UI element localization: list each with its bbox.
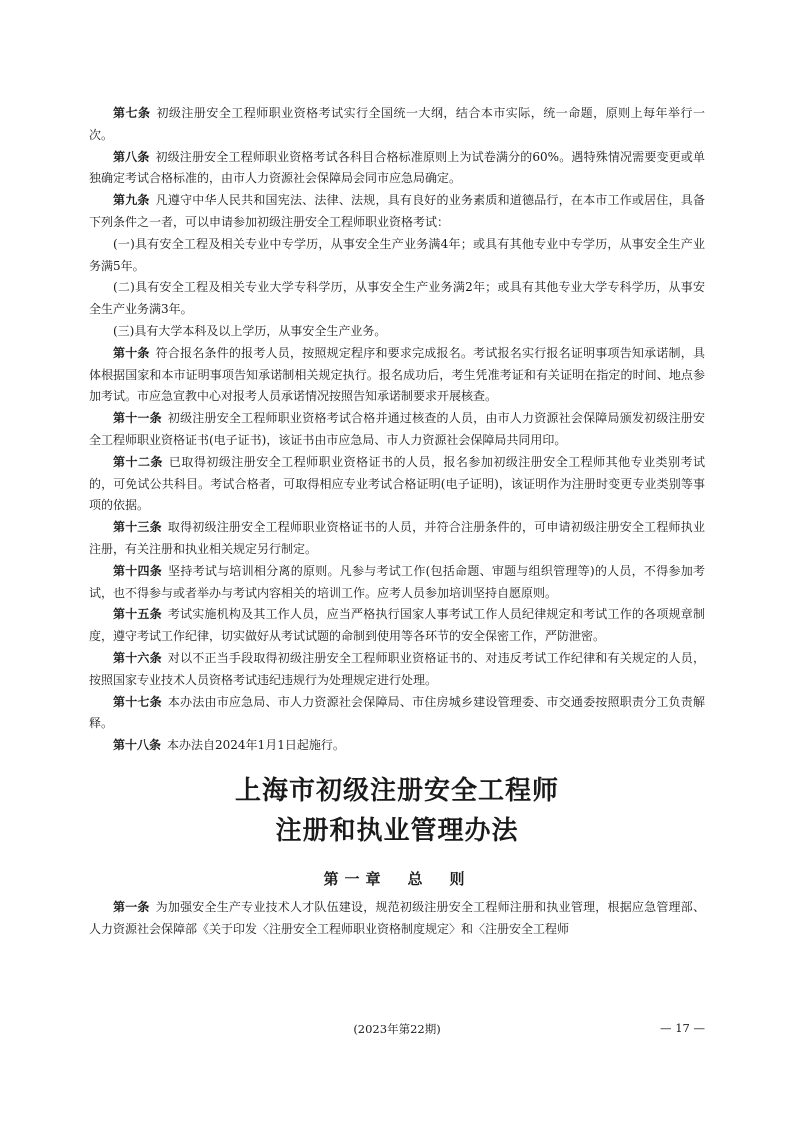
article-label: 第十七条 <box>113 694 162 709</box>
article-label: 第七条 <box>113 106 151 120</box>
article-paragraph <box>89 408 705 452</box>
page-footer <box>89 1021 705 1041</box>
article-paragraph <box>89 897 705 941</box>
article-label: 第十条 <box>113 345 150 360</box>
article-paragraph <box>89 692 705 736</box>
document-title-line-1: 上海市初级注册安全工程师 <box>234 775 559 806</box>
article-text: 符合报名条件的报考人员，按照规定程序和要求完成报名。考试报名实行报名证明事项告知承诺制，具体根据国家和本市证明事项告知承诺制相关规定执行。报名成功后，考生凭准考证和有关证明在指定的时间、地点参加考试。市应急宣教中心对报考人员承诺情况按照告知承诺制要求开展核查。 <box>89 345 705 404</box>
article-text: 本办法由市应急局、市人力资源社会保障局、市住房城乡建设管理委、市交通委按照职责分工负责解释。 <box>89 694 705 731</box>
article-text: 对以不正当手段取得初级注册安全工程师职业资格证书的、对违反考试工作纪律和有关规定的人员，按照国家专业技术人员资格考试违纪违规行为处理规定进行处理。 <box>89 650 705 687</box>
article-list <box>89 103 705 757</box>
article-paragraph <box>89 648 705 692</box>
article-paragraph <box>89 103 705 147</box>
article-label: 第十三条 <box>113 520 162 535</box>
article-text: 凡遵守中华人民共和国宪法、法律、法规，具有良好的业务素质和道德品行，在本市工作或居住，具备下列条件之一者，可以申请参加初级注册安全工程师职业资格考试： <box>89 193 705 229</box>
article-text: 初级注册安全工程师职业资格考试实行全国统一大纲，结合本市实际，统一命题，原则上每年举行一次。 <box>89 106 705 142</box>
document-title <box>89 771 705 851</box>
article-paragraph <box>89 277 705 321</box>
article-paragraph <box>89 517 705 561</box>
article-text: (二)具有安全工程及相关专业大学专科学历，从事安全生产业务满2年；或具有其他专业大学专科学历，从事安全生产业务满3年。 <box>89 280 705 317</box>
article-text: 为加强安全生产专业技术人才队伍建设，规范初级注册安全工程师注册和执业管理，根据应急管理部、人力资源社会保障部《关于印发〈注册安全工程师职业资格制度规定〉和〈注册安全工程师 <box>89 899 705 936</box>
article-paragraph <box>89 147 705 191</box>
article-label: 第八条 <box>113 149 150 164</box>
article-label: 第十五条 <box>113 607 162 622</box>
article-label: 第九条 <box>113 193 150 208</box>
article-paragraph <box>89 452 705 517</box>
article-text: 坚持考试与培训相分离的原则。凡参与考试工作(包括命题、审题与组织管理等)的人员，不得参加考试，也不得参与或者举办与考试内容相关的培训工作。应考人员参加培训坚持自愿原则。 <box>89 563 705 600</box>
article-label: 第十一条 <box>113 411 162 426</box>
article-paragraph <box>89 735 705 757</box>
article-label: 第十四条 <box>113 563 163 578</box>
article-text: 取得初级注册安全工程师职业资格证书的人员，并符合注册条件的，可申请初级注册安全工程师执业注册，有关注册和执业相关规定另行制定。 <box>89 520 705 556</box>
article-paragraph <box>89 604 705 648</box>
article-text: 已取得初级注册安全工程师职业资格证书的人员，报名参加初级注册安全工程师其他专业类别考试的，可免试公共科目。考试合格者，可取得相应专业考试合格证明(电子证明)，该证明作为注册时变更专业类别等事项的依据。 <box>89 454 705 513</box>
article-text: 本办法自2024年1月1日起施行。 <box>167 738 345 753</box>
chapter-heading: 第一章 总 则 <box>323 869 471 888</box>
article-paragraph <box>89 190 705 234</box>
article-paragraph <box>89 321 705 343</box>
article-text: 初级注册安全工程师职业资格考试合格并通过核查的人员，由市人力资源社会保障局颁发初级注册安全工程师职业资格证书(电子证书)，该证书由市应急局、市人力资源社会保障局共同用印。 <box>89 411 705 447</box>
article-text: (三)具有大学本科及以上学历，从事安全生产业务。 <box>113 323 387 338</box>
page-content <box>89 103 705 941</box>
article-label: 第十八条 <box>113 738 162 753</box>
article-paragraph <box>89 343 705 408</box>
page-number: — 17 — <box>660 1021 705 1035</box>
document-title-line-2: 注册和执业管理办法 <box>275 815 519 846</box>
article-label: 第一条 <box>113 899 150 914</box>
issue-number: (2023年第22期) <box>353 1022 441 1036</box>
article-text: 考试实施机构及其工作人员，应当严格执行国家人事考试工作人员纪律规定和考试工作的各项规章制度，遵守考试工作纪律，切实做好从考试试题的命制到使用等各环节的安全保密工作，严防泄密。 <box>89 607 705 644</box>
article-label: 第十二条 <box>113 454 163 469</box>
article-text: (一)具有安全工程及相关专业中专学历，从事安全生产业务满4年；或具有其他专业中专学历，从事安全生产业务满5年。 <box>89 236 705 273</box>
article-text: 初级注册安全工程师职业资格考试各科目合格标准原则上为试卷满分的60%。遇特殊情况需要变更或单独确定考试合格标准的，由市人力资源社会保障局会同市应急局确定。 <box>89 149 705 186</box>
article-paragraph <box>89 561 705 605</box>
article-label: 第十六条 <box>113 650 162 665</box>
article-paragraph <box>89 234 705 278</box>
